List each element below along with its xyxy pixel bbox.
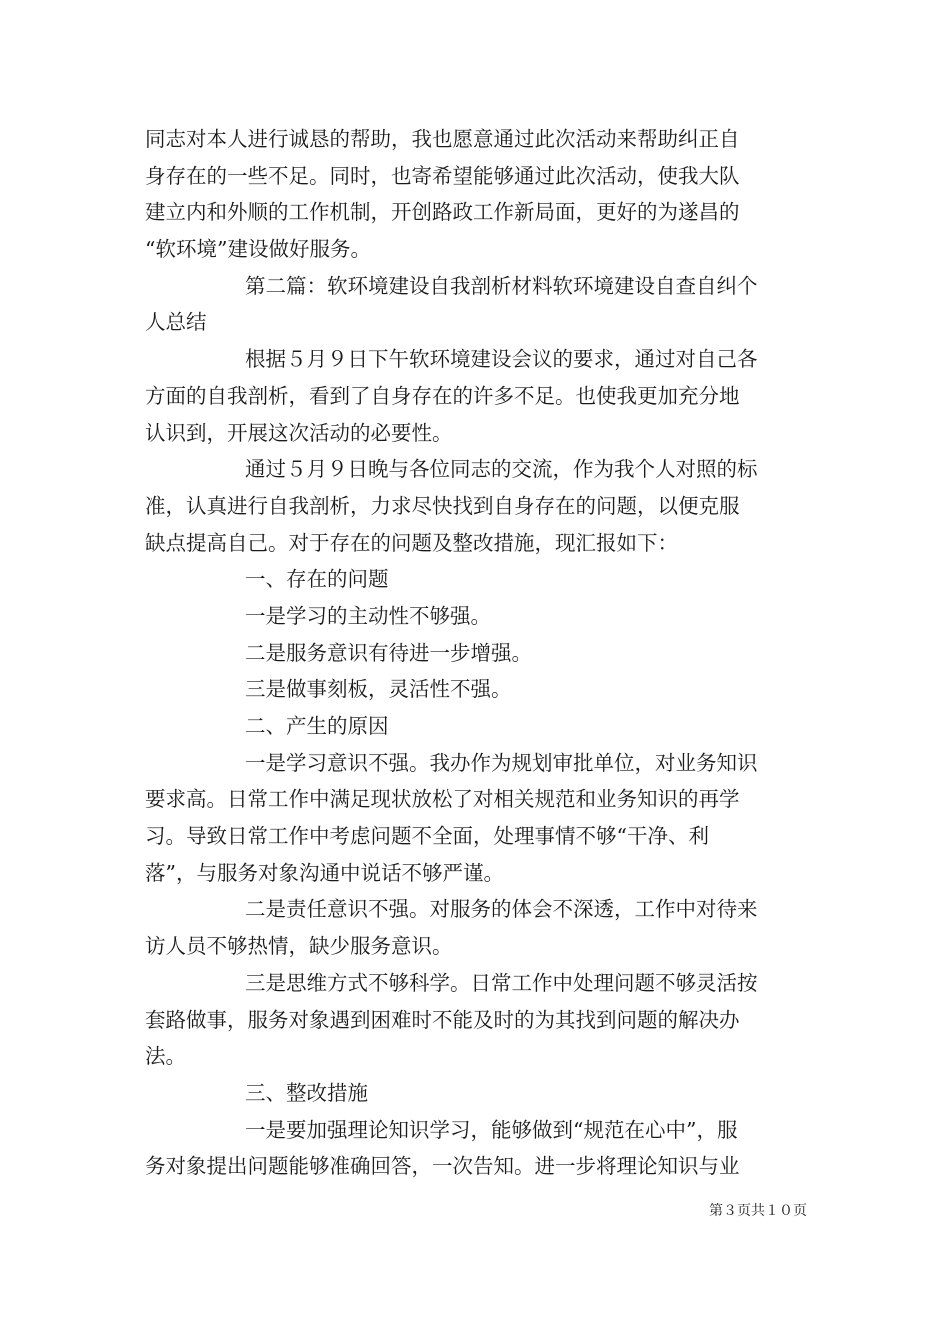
text-line: 习。导致日常工作中考虑问题不全面，处理事情不够“干净、利 (145, 824, 709, 849)
text-line: 身存在的一些不足。同时，也寄希望能够通过此次活动，使我大队 (145, 163, 740, 188)
text-line: 准，认真进行自我剖析，力求尽快找到自身存在的问题，以便克服 (145, 493, 740, 518)
text-line: 三、整改措施 (245, 1080, 368, 1105)
text-line: 根据５月９日下午软环境建设会议的要求，通过对自己各 (245, 347, 758, 372)
page-number: 第３页共１０页 (709, 1203, 807, 1219)
text-line: 务对象提出问题能够准确回答，一次告知。进一步将理论知识与业 (145, 1154, 740, 1179)
text-line: 缺点提高自己。对于存在的问题及整改措施，现汇报如下： (145, 530, 678, 555)
text-line: 认识到，开展这次活动的必要性。 (145, 420, 453, 445)
text-line: 三是思维方式不够科学。日常工作中处理问题不够灵活按 (245, 970, 758, 995)
text-line: 二是责任意识不强。对服务的体会不深透，工作中对待来 (245, 897, 758, 922)
text-line: 法。 (145, 1044, 186, 1069)
text-line: 三是做事刻板，灵活性不强。 (245, 677, 512, 702)
text-line: 二、产生的原因 (245, 714, 389, 738)
text-line: 建立内和外顺的工作机制，开创路政工作新局面，更好的为遂昌的 (145, 200, 740, 225)
text-line: 通过５月９日晚与各位同志的交流，作为我个人对照的标 (245, 457, 758, 482)
text-line: 同志对本人进行诚恳的帮助，我也愿意通过此次活动来帮助纠正自 (145, 127, 740, 151)
text-line: 一是要加强理论知识学习，能够做到“规范在心中”，服 (245, 1117, 738, 1142)
text-line: 落”，与服务对象沟通中说话不够严谨。 (145, 860, 504, 885)
text-line: 一、存在的问题 (245, 567, 389, 592)
text-line: “软环境”建设做好服务。 (145, 237, 371, 262)
text-line: 套路做事，服务对象遇到困难时不能及时的为其找到问题的解决办 (145, 1007, 740, 1032)
text-line: 方面的自我剖析，看到了自身存在的许多不足。也使我更加充分地 (145, 383, 740, 408)
text-line: 一是学习意识不强。我办作为规划审批单位，对业务知识 (245, 750, 758, 775)
text-line: 第二篇：软环境建设自我剖析材料软环境建设自查自纠个 (245, 273, 758, 298)
text-line: 要求高。日常工作中满足现状放松了对相关规范和业务知识的再学 (145, 787, 740, 812)
text-line: 人总结 (145, 310, 207, 335)
document-body (145, 121, 805, 1185)
text-line: 访人员不够热情，缺少服务意识。 (145, 934, 453, 959)
text-line: 二是服务意识有待进一步增强。 (245, 640, 532, 665)
text-line: 一是学习的主动性不够强。 (245, 603, 491, 628)
